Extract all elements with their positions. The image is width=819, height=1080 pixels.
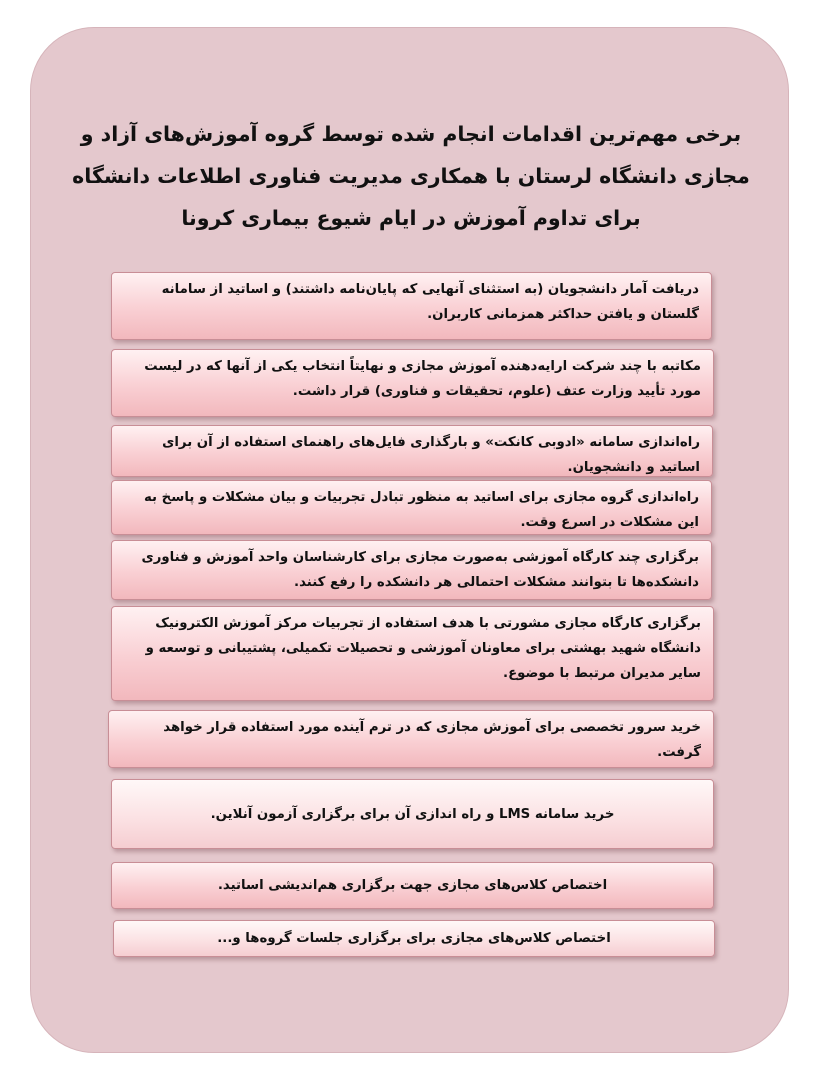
list-item-9-text: اختصاص کلاس‌های مجازی جهت برگزاری هم‌اندیشی اساتید. [217,878,608,893]
list-item-7: خرید سرور تخصصی برای آموزش مجازی که در ترم آینده مورد استفاده قرار خواهد گرفت. [108,710,714,768]
list-item-3: راه‌اندازی سامانه «ادوبی کانکت» و بارگذاری فایل‌های راهنمای استفاده از آن برای اساتید و دانشجویان. [111,425,713,477]
list-item-5: برگزاری چند کارگاه آموزشی به‌صورت مجازی برای کارشناسان واحد آموزش و فناوری دانشکده‌ها تا بتوانند مشکلات احتمالی هر دانشکده را رفع کنند. [111,540,712,600]
list-item-10-text: اختصاص کلاس‌های مجازی برای برگزاری جلسات گروه‌ها و... [217,931,611,946]
list-item-6: برگزاری کارگاه مجازی مشورتی با هدف استفاده از تجربیات مرکز آموزش الکترونیک دانشگاه شهید بهشتی برای معاونان آموزشی و تحصیلات تکمیلی، پشتیبانی و توسعه و سایر مدیران مرتبط با موضوع. [111,606,714,701]
list-item-9 [111,862,714,909]
list-item-1: دریافت آمار دانشجویان (به استثنای آنهایی که پایان‌نامه داشتند) و اساتید از سامانه گلستان و یافتن حداکثر همزمانی کاربران. [111,272,712,340]
list-item-8-text: خرید سامانه LMS و راه اندازی آن برای برگزاری آزمون آنلاین. [210,806,615,822]
list-item-10 [113,920,715,957]
list-item-2: مکاتبه با چند شرکت ارایه‌دهنده آموزش مجازی و نهایتاً انتخاب یکی از آنها که در لیست مورد تأیید وزارت عتف (علوم، تحقیقات و فناوری) قرار داشت. [111,349,714,417]
list-item-4: راه‌اندازی گروه مجازی برای اساتید به منظور تبادل تجربیات و بیان مشکلات و پاسخ به این مشکلات در اسرع وقت. [111,480,712,535]
document-title: برخی مهم‌ترین اقدامات انجام شده توسط گروه آموزش‌های آزاد و مجازی دانشگاه لرستان با همکاری مدیریت فناوری اطلاعات دانشگاه برای تداوم آموزش در ایام شیوع بیماری کرونا [72,122,750,230]
list-item-8 [111,779,714,849]
